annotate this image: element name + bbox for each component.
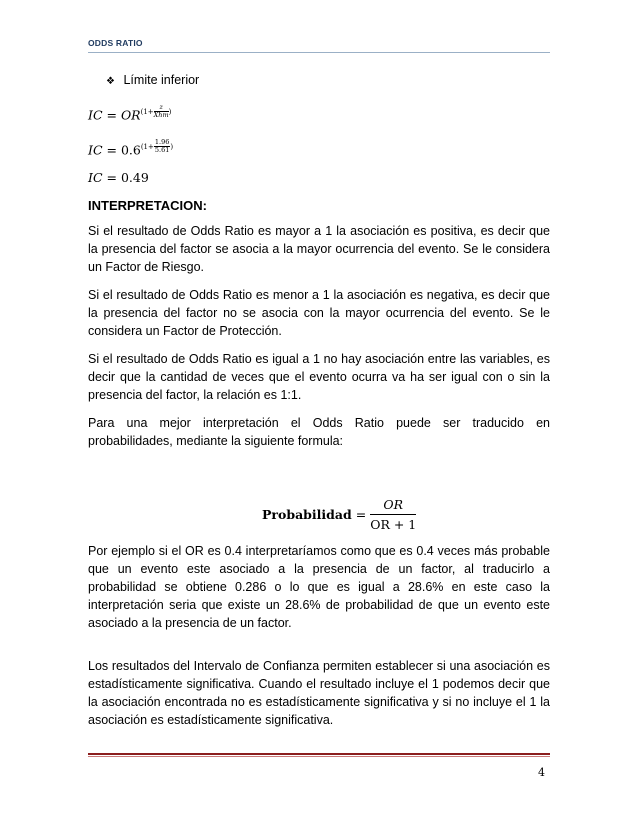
paragraph-6: Los resultados del Intervalo de Confianza permiten establecer si una asociación es estadísticamente significativa. Cuando el resultado incluye el 1 podemos decir que la asociación encontrada no es estadísticamente significativa y si no incluye el 1 la asociación es estadísticamente significativa. (88, 659, 550, 727)
paragraph-3: Si el resultado de Odds Ratio es igual a 1 no hay asociación entre las variables, es decir que la cantidad de veces que el evento ocurra va ha ser igual con o sin la presencia del factor, la relación es 1:1. (88, 352, 550, 402)
section-heading: INTERPRETACION: (88, 198, 207, 213)
formula-1: IC = $OR^{(1+ \frac{z}{\text{Xhm}} )}$ (88, 103, 172, 123)
paragraph-5: Por ejemplo si el OR es 0.4 interpretaríamos como que es 0.4 veces más probable que un evento este asociado a la presencia de un factor, al traducirlo a probabilidad se obtiene 0.286 o lo que es igual a 28.6% en este caso la interpretación seria que existe un 28.6% de probabilidad de que un evento este asociado a la presencia de un factor. (88, 544, 550, 630)
formula-3: IC = 0.49 (88, 170, 149, 185)
bullet-text: Límite inferior (123, 73, 200, 87)
formula-2: IC = $0.6^{(1+ \frac{1.96}{5.61} )}$ (88, 138, 174, 158)
footer-divider (88, 753, 550, 755)
formula-1-exponent: (1+ z Xhm ) (140, 103, 172, 119)
diamond-bullet-icon: ❖ (106, 76, 115, 87)
paragraph-4: Para una mejor interpretación el Odds Ratio puede ser traducido en probabilidades, mediante la siguiente formula: (88, 416, 550, 448)
formula-2-exponent: (1+ 1.96 5.61 ) (140, 138, 174, 154)
header-divider (88, 52, 550, 53)
page-header-title: ODDS RATIO (88, 38, 143, 48)
paragraph-1: Si el resultado de Odds Ratio es mayor a 1 la asociación es positiva, es decir que la presencia del factor se asocia a la mayor ocurrencia del evento. Se le considera un Factor de Riesgo. (88, 224, 550, 274)
paragraph-2: Si el resultado de Odds Ratio es menor a 1 la asociación es negativa, es decir que la presencia del factor no se asocia con la mayor ocurrencia del evento. Se le considera un Factor de Protección. (88, 288, 550, 338)
footer-divider-secondary (88, 756, 550, 757)
probability-fraction: $\frac{OR}{OR + 1}$ (370, 497, 417, 532)
probability-label: Probabilidad (262, 507, 352, 522)
probability-formula: Probabilidad = $\frac{OR}{OR + 1}$ (262, 497, 417, 532)
bullet-item (106, 73, 199, 87)
page-number: 4 (538, 766, 545, 779)
